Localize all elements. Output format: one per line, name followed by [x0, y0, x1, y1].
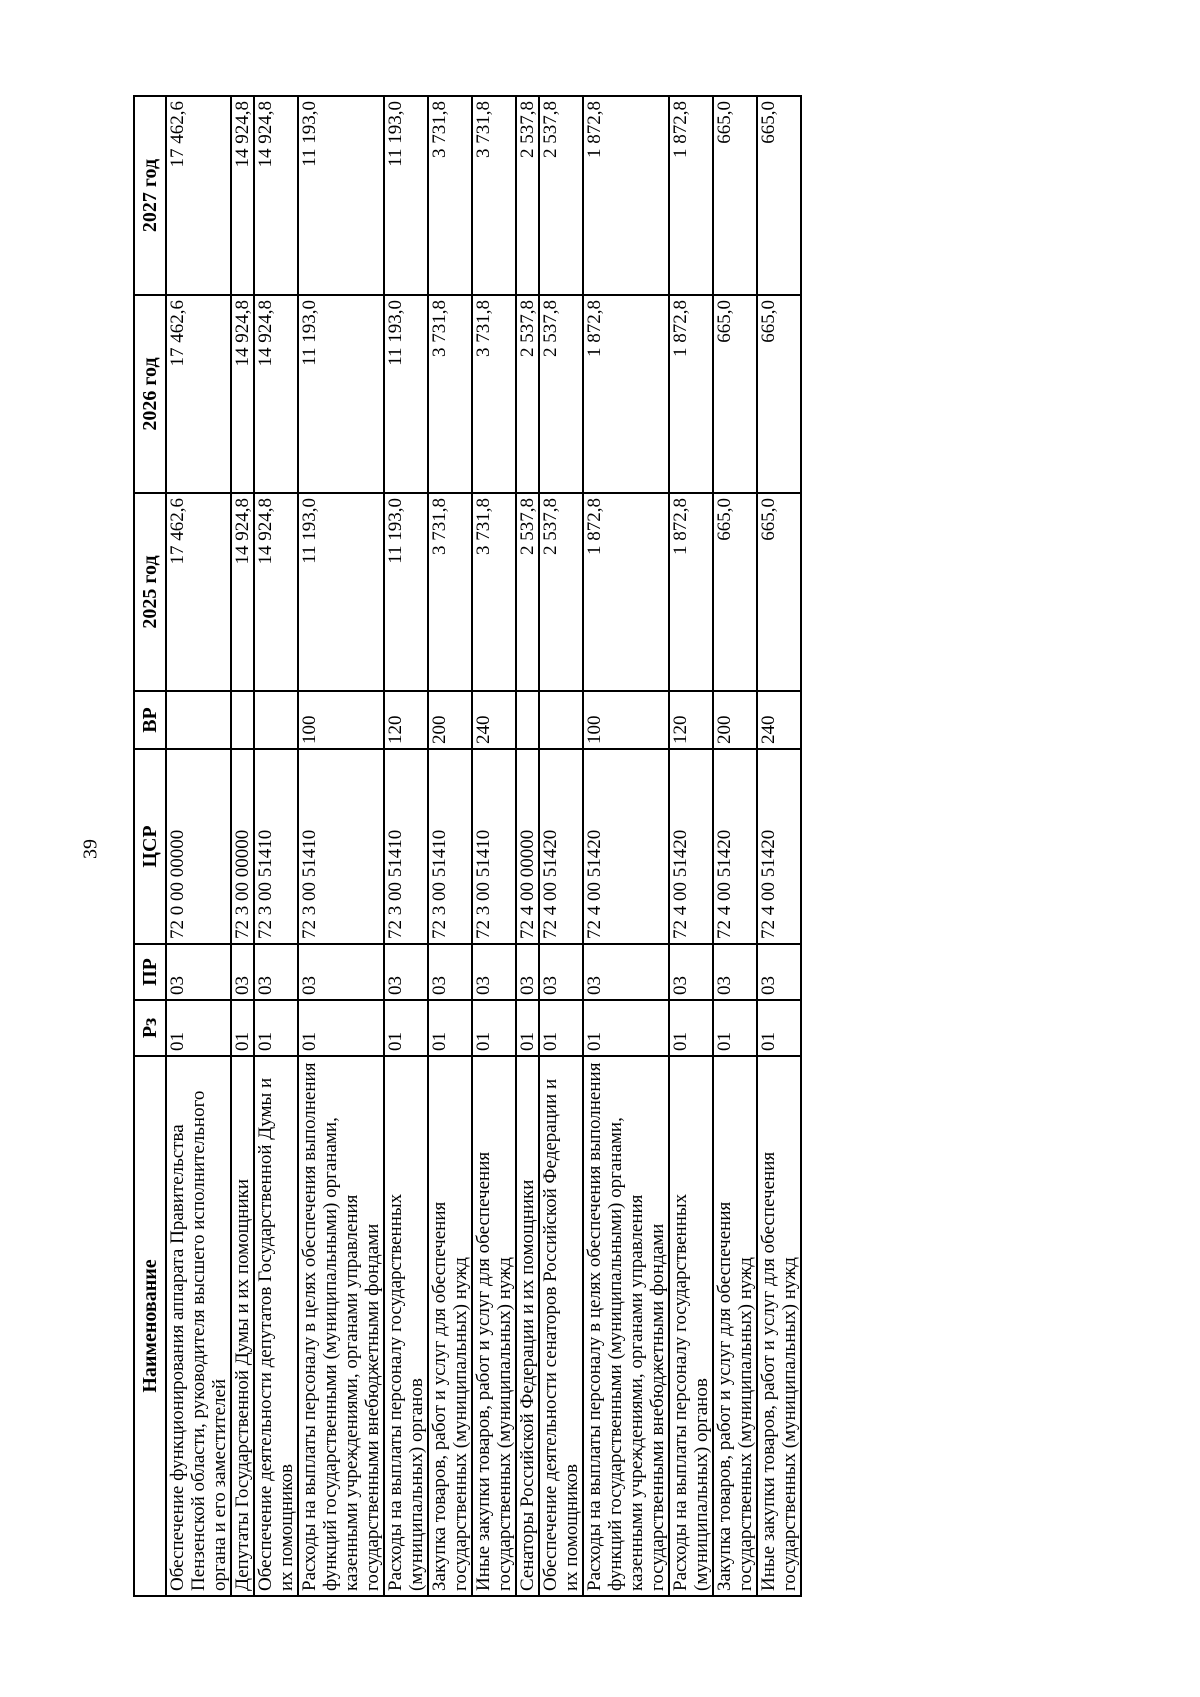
cell-rz: 01 — [298, 1000, 384, 1056]
cell-name: Расходы на выплаты персоналу государственных (муниципальных) органов — [669, 1056, 713, 1596]
table-row — [254, 96, 298, 1596]
cell-name: Иные закупки товаров, работ и услуг для обеспечения государственных (муниципальных) нужд — [472, 1056, 516, 1596]
cell-csr: 72 4 00 51420 — [757, 749, 801, 944]
cell-2027: 2 537,8 — [516, 96, 539, 295]
cell-name: Расходы на выплаты персоналу в целях обеспечения выполнения функций государственными (муниципальными) органами, казенными учреждениями, органами управления государственными внебюджетными фондами — [298, 1056, 384, 1596]
header-2027: 2027 год — [134, 96, 166, 295]
cell-2027: 665,0 — [757, 96, 801, 295]
cell-name: Расходы на выплаты персоналу государственных (муниципальных) органов — [384, 1056, 428, 1596]
cell-2026: 3 731,8 — [472, 295, 516, 493]
cell-pr: 03 — [539, 944, 583, 1000]
page-number: 39 — [79, 839, 102, 859]
table-row — [231, 96, 254, 1596]
cell-pr: 03 — [231, 944, 254, 1000]
cell-rz: 01 — [669, 1000, 713, 1056]
cell-vr — [231, 691, 254, 749]
budget-table — [133, 95, 802, 1597]
cell-2026: 2 537,8 — [539, 295, 583, 493]
header-vr: ВР — [134, 691, 166, 749]
cell-2025: 11 193,0 — [384, 493, 428, 691]
cell-pr: 03 — [757, 944, 801, 1000]
cell-2025: 11 193,0 — [298, 493, 384, 691]
cell-pr: 03 — [583, 944, 669, 1000]
table-row — [384, 96, 428, 1596]
table-row — [166, 96, 231, 1596]
cell-vr — [539, 691, 583, 749]
cell-2026: 1 872,8 — [583, 295, 669, 493]
cell-2026: 3 731,8 — [428, 295, 472, 493]
cell-pr: 03 — [713, 944, 757, 1000]
cell-csr: 72 4 00 51420 — [583, 749, 669, 944]
cell-csr: 72 4 00 51420 — [713, 749, 757, 944]
cell-2027: 3 731,8 — [472, 96, 516, 295]
header-2025: 2025 год — [134, 493, 166, 691]
table-row — [539, 96, 583, 1596]
rotated-table-wrapper — [133, 97, 1048, 1597]
cell-csr: 72 4 00 51420 — [669, 749, 713, 944]
cell-name: Сенаторы Российской Федерации и их помощники — [516, 1056, 539, 1596]
cell-vr — [254, 691, 298, 749]
cell-2027: 14 924,8 — [231, 96, 254, 295]
table-row — [583, 96, 669, 1596]
cell-2026: 14 924,8 — [231, 295, 254, 493]
cell-2026: 14 924,8 — [254, 295, 298, 493]
cell-2025: 665,0 — [713, 493, 757, 691]
cell-vr: 240 — [757, 691, 801, 749]
cell-pr: 03 — [428, 944, 472, 1000]
cell-vr: 200 — [713, 691, 757, 749]
cell-rz: 01 — [231, 1000, 254, 1056]
cell-2025: 3 731,8 — [472, 493, 516, 691]
cell-csr: 72 4 00 51420 — [539, 749, 583, 944]
cell-2027: 11 193,0 — [298, 96, 384, 295]
cell-pr: 03 — [166, 944, 231, 1000]
cell-2026: 11 193,0 — [298, 295, 384, 493]
cell-name: Депутаты Государственной Думы и их помощники — [231, 1056, 254, 1596]
cell-csr: 72 3 00 51410 — [254, 749, 298, 944]
cell-2026: 11 193,0 — [384, 295, 428, 493]
cell-2025: 1 872,8 — [669, 493, 713, 691]
table-body — [166, 96, 801, 1596]
cell-rz: 01 — [472, 1000, 516, 1056]
table-row — [669, 96, 713, 1596]
cell-pr: 03 — [254, 944, 298, 1000]
cell-rz: 01 — [428, 1000, 472, 1056]
cell-2027: 3 731,8 — [428, 96, 472, 295]
table-row — [713, 96, 757, 1596]
cell-2027: 2 537,8 — [539, 96, 583, 295]
cell-pr: 03 — [298, 944, 384, 1000]
cell-rz: 01 — [254, 1000, 298, 1056]
cell-csr: 72 3 00 51410 — [472, 749, 516, 944]
cell-2026: 665,0 — [757, 295, 801, 493]
table-row — [757, 96, 801, 1596]
cell-2025: 2 537,8 — [539, 493, 583, 691]
table-header — [134, 96, 166, 1596]
cell-csr: 72 4 00 00000 — [516, 749, 539, 944]
cell-2027: 17 462,6 — [166, 96, 231, 295]
header-pr: ПР — [134, 944, 166, 1000]
cell-csr: 72 3 00 00000 — [231, 749, 254, 944]
cell-name: Обеспечение деятельности сенаторов Российской Федерации и их помощников — [539, 1056, 583, 1596]
cell-2025: 1 872,8 — [583, 493, 669, 691]
cell-name: Обеспечение функционирования аппарата Правительства Пензенской области, руководителя высшего исполнительного органа и его заместителей — [166, 1056, 231, 1596]
header-row — [134, 96, 166, 1596]
cell-vr: 120 — [669, 691, 713, 749]
cell-2027: 665,0 — [713, 96, 757, 295]
cell-pr: 03 — [516, 944, 539, 1000]
cell-rz: 01 — [516, 1000, 539, 1056]
cell-2025: 17 462,6 — [166, 493, 231, 691]
cell-2027: 11 193,0 — [384, 96, 428, 295]
cell-2026: 1 872,8 — [669, 295, 713, 493]
cell-2025: 665,0 — [757, 493, 801, 691]
cell-2025: 14 924,8 — [254, 493, 298, 691]
header-name: Наименование — [134, 1056, 166, 1596]
cell-pr: 03 — [384, 944, 428, 1000]
cell-vr: 120 — [384, 691, 428, 749]
cell-2027: 14 924,8 — [254, 96, 298, 295]
cell-rz: 01 — [757, 1000, 801, 1056]
cell-csr: 72 3 00 51410 — [428, 749, 472, 944]
cell-csr: 72 3 00 51410 — [384, 749, 428, 944]
header-csr: ЦСР — [134, 749, 166, 944]
cell-2025: 3 731,8 — [428, 493, 472, 691]
cell-vr — [166, 691, 231, 749]
header-2026: 2026 год — [134, 295, 166, 493]
cell-2026: 17 462,6 — [166, 295, 231, 493]
table-row — [472, 96, 516, 1596]
cell-name: Иные закупки товаров, работ и услуг для обеспечения государственных (муниципальных) нужд — [757, 1056, 801, 1596]
header-rz: Рз — [134, 1000, 166, 1056]
cell-vr: 240 — [472, 691, 516, 749]
cell-2027: 1 872,8 — [669, 96, 713, 295]
cell-vr: 200 — [428, 691, 472, 749]
cell-rz: 01 — [583, 1000, 669, 1056]
cell-vr: 100 — [583, 691, 669, 749]
cell-pr: 03 — [669, 944, 713, 1000]
cell-csr: 72 0 00 00000 — [166, 749, 231, 944]
cell-2025: 2 537,8 — [516, 493, 539, 691]
cell-rz: 01 — [384, 1000, 428, 1056]
cell-name: Закупка товаров, работ и услуг для обеспечения государственных (муниципальных) нужд — [713, 1056, 757, 1596]
cell-rz: 01 — [166, 1000, 231, 1056]
cell-name: Закупка товаров, работ и услуг для обеспечения государственных (муниципальных) нужд — [428, 1056, 472, 1596]
cell-2027: 1 872,8 — [583, 96, 669, 295]
cell-name: Расходы на выплаты персоналу в целях обеспечения выполнения функций государственными (муниципальными) органами, казенными учреждениями, органами управления государственными внебюджетными фондами — [583, 1056, 669, 1596]
cell-rz: 01 — [539, 1000, 583, 1056]
table-row — [516, 96, 539, 1596]
cell-2026: 665,0 — [713, 295, 757, 493]
cell-rz: 01 — [713, 1000, 757, 1056]
cell-2026: 2 537,8 — [516, 295, 539, 493]
cell-vr — [516, 691, 539, 749]
table-row — [428, 96, 472, 1596]
cell-2025: 14 924,8 — [231, 493, 254, 691]
cell-name: Обеспечение деятельности депутатов Государственной Думы и их помощников — [254, 1056, 298, 1596]
cell-csr: 72 3 00 51410 — [298, 749, 384, 944]
table-row — [298, 96, 384, 1596]
cell-vr: 100 — [298, 691, 384, 749]
cell-pr: 03 — [472, 944, 516, 1000]
